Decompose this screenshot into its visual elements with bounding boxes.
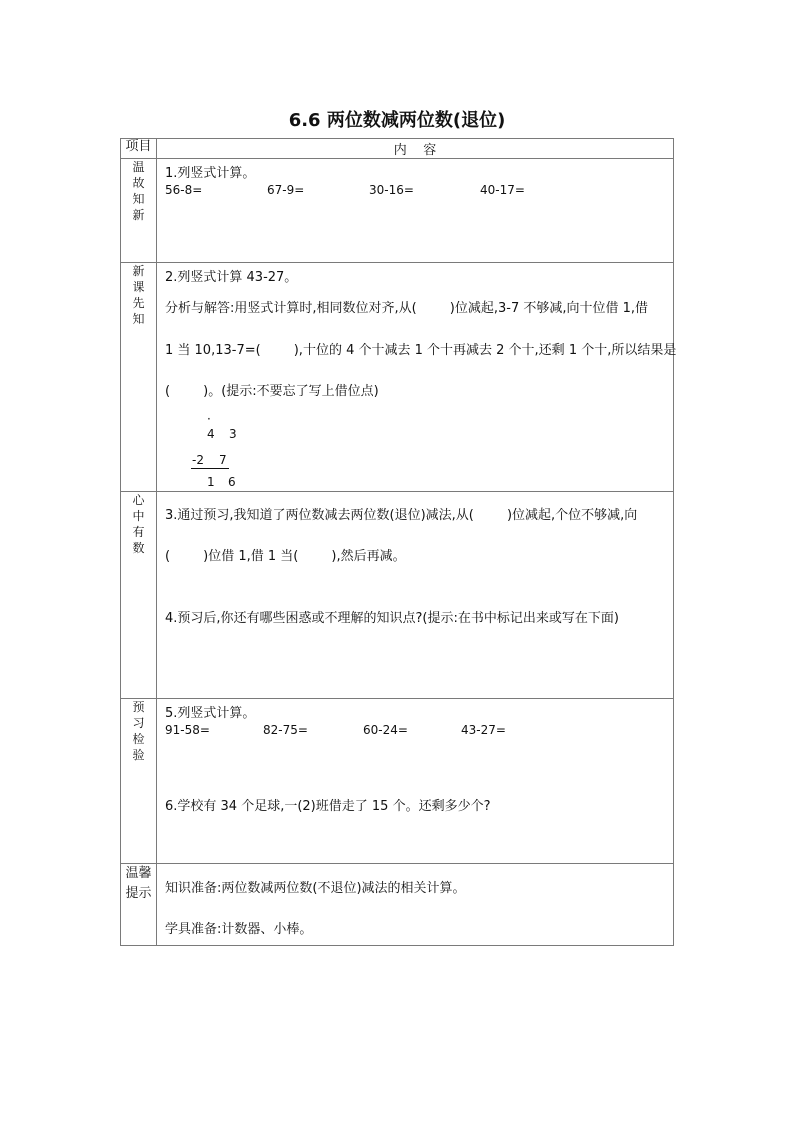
section-label-new-lesson: 新 课 先 知 [121, 263, 157, 492]
tip-tools: 学具准备:计数器、小棒。 [165, 922, 313, 937]
vertical-digit: 4 [207, 427, 215, 441]
section-content-tips [157, 864, 674, 946]
question-1: 1.列竖式计算。 [165, 166, 256, 181]
vertical-digit: 1 [207, 475, 215, 489]
section-content-review [157, 159, 674, 263]
vertical-underline [191, 468, 229, 469]
page-title: 6.6 两位数减两位数(退位) [288, 110, 506, 131]
header-item: 项目 [121, 139, 157, 159]
section-tips [121, 864, 674, 946]
vertical-digit: 7 [219, 453, 227, 467]
worksheet-table [120, 138, 677, 946]
section-summary [121, 492, 674, 699]
problem: 30-16= [369, 183, 414, 197]
question-4: 4.预习后,你还有哪些困惑或不理解的知识点?(提示:在书中标记出来或写在下面) [165, 611, 619, 626]
question-2: 2.列竖式计算 43-27。 [165, 270, 298, 285]
problem: 56-8= [165, 183, 203, 197]
header-content: 内 容 [157, 139, 674, 159]
vertical-digit: 3 [229, 427, 237, 441]
problem: 82-75= [263, 723, 308, 737]
section-label-tips: 温馨 提示 [121, 864, 157, 946]
section-new-lesson [121, 263, 674, 492]
question-6: 6.学校有 34 个足球,一(2)班借走了 15 个。还剩多少个? [165, 799, 491, 814]
section-check [121, 699, 674, 864]
analysis-line: ( )。(提示:不要忘了写上借位点) [165, 384, 379, 399]
problem: 91-58= [165, 723, 210, 737]
question-5: 5.列竖式计算。 [165, 706, 256, 721]
header-row [121, 139, 674, 159]
question-3-cont: ( )位借 1,借 1 当( ),然后再减。 [165, 549, 406, 564]
section-label-summary: 心 中 有 数 [121, 492, 157, 699]
problem: 67-9= [267, 183, 305, 197]
section-content-new-lesson [157, 263, 677, 492]
tip-knowledge: 知识准备:两位数减两位数(不退位)减法的相关计算。 [165, 881, 466, 896]
problem: 43-27= [461, 723, 506, 737]
vertical-digit: -2 [192, 453, 204, 467]
vertical-digit: 6 [228, 475, 236, 489]
analysis-line: 1 当 10,13-7=( ),十位的 4 个十减去 1 个十再减去 2 个十,还剩 1 个十,所以结果是 [165, 343, 677, 358]
problem: 60-24= [363, 723, 408, 737]
section-label-review: 温 故 知 新 [121, 159, 157, 263]
section-content-summary [157, 492, 674, 699]
analysis-line: 分析与解答:用竖式计算时,相同数位对齐,从( )位减起,3-7 不够减,向十位借 1,借 [165, 301, 649, 316]
section-content-check [157, 699, 674, 864]
question-3: 3.通过预习,我知道了两位数减去两位数(退位)减法,从( )位减起,个位不够减,向 [165, 508, 638, 523]
borrow-dot: · [207, 412, 211, 426]
section-review [121, 159, 674, 263]
section-label-check: 预 习 检 验 [121, 699, 157, 864]
problem: 40-17= [480, 183, 525, 197]
